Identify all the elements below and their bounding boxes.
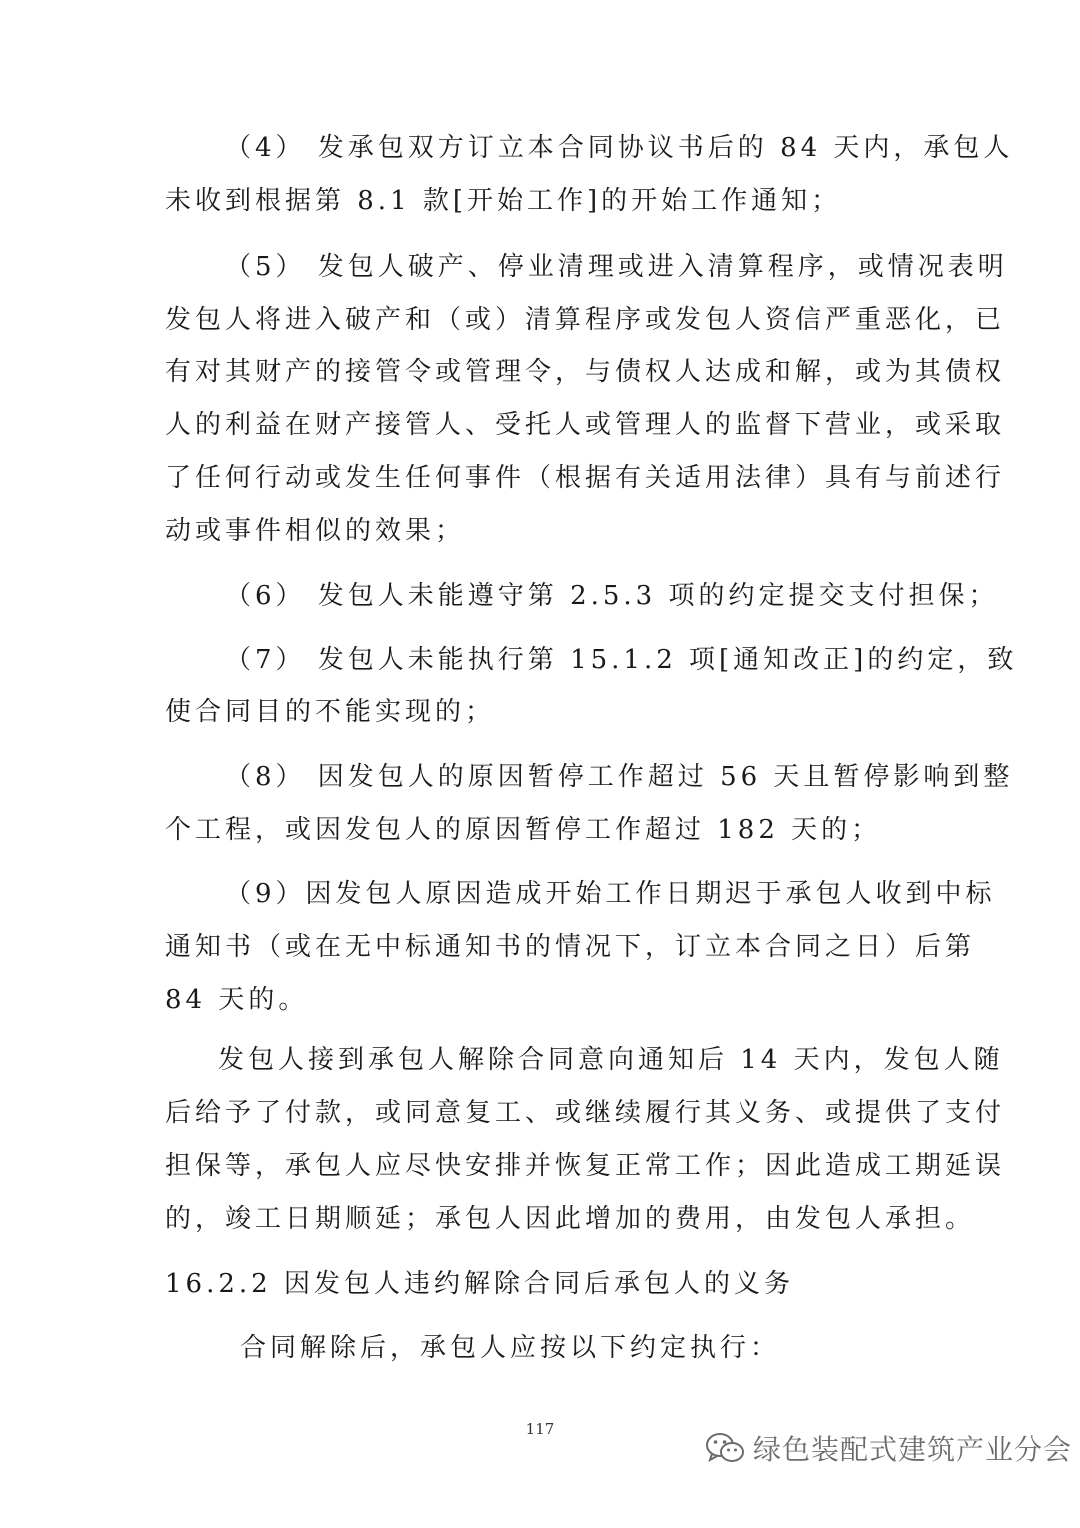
text-line: （7） 发包人未能执行第 15.1.2 项[通知改正]的约定，致 [225,645,1018,675]
text-line: 担保等，承包人应尽快安排并恢复正常工作；因此造成工期延误 [165,1151,1006,1181]
text-line: 后给予了付款，或同意复工、或继续履行其义务、或提供了支付 [165,1098,1006,1128]
text-line: （8） 因发包人的原因暂停工作超过 56 天且暂停影响到整 [225,762,1014,792]
page-number: 117 [525,1420,555,1438]
text-line: 使合同目的不能实现的； [165,697,496,727]
text-line: （6） 发包人未能遵守第 2.5.3 项的约定提交支付担保； [225,581,999,611]
text-line: 未收到根据第 8.1 款[开始工作]的开始工作通知； [165,186,842,216]
text-line: （4） 发承包双方订立本合同协议书后的 84 天内，承包人 [225,133,1014,163]
text-line: （5） 发包人破产、停业清理或进入清算程序，或情况表明 [225,252,1008,282]
text-line: 人的利益在财产接管人、受托人或管理人的监督下营业，或采取 [165,410,1006,440]
text-line: 合同解除后，承包人应按以下约定执行： [240,1333,781,1363]
section-heading: 16.2.2 因发包人违约解除合同后承包人的义务 [165,1269,794,1299]
text-line: （9）因发包人原因造成开始工作日期迟于承包人收到中标 [225,879,996,909]
text-line: 个工程，或因发包人的原因暂停工作超过 182 天的； [165,815,882,845]
watermark [705,1428,1072,1468]
text-line: 发包人接到承包人解除合同意向通知后 14 天内，发包人随 [218,1045,1004,1075]
text-line: 84 天的。 [165,985,309,1015]
wechat-icon [705,1431,745,1465]
text-line: 发包人将进入破产和（或）清算程序或发包人资信严重恶化，已 [165,305,1006,335]
text-line: 通知书（或在无中标通知书的情况下，订立本合同之日）后第 [165,932,976,962]
watermark-text: 绿色装配式建筑产业分会 [753,1433,1073,1466]
text-line: 动或事件相似的效果； [165,516,466,546]
text-line: 的，竣工日期顺延；承包人因此增加的费用，由发包人承担。 [165,1204,976,1234]
text-line: 有对其财产的接管令或管理令，与债权人达成和解，或为其债权 [165,357,1006,387]
text-line: 了任何行动或发生任何事件（根据有关适用法律）具有与前述行 [165,463,1006,493]
